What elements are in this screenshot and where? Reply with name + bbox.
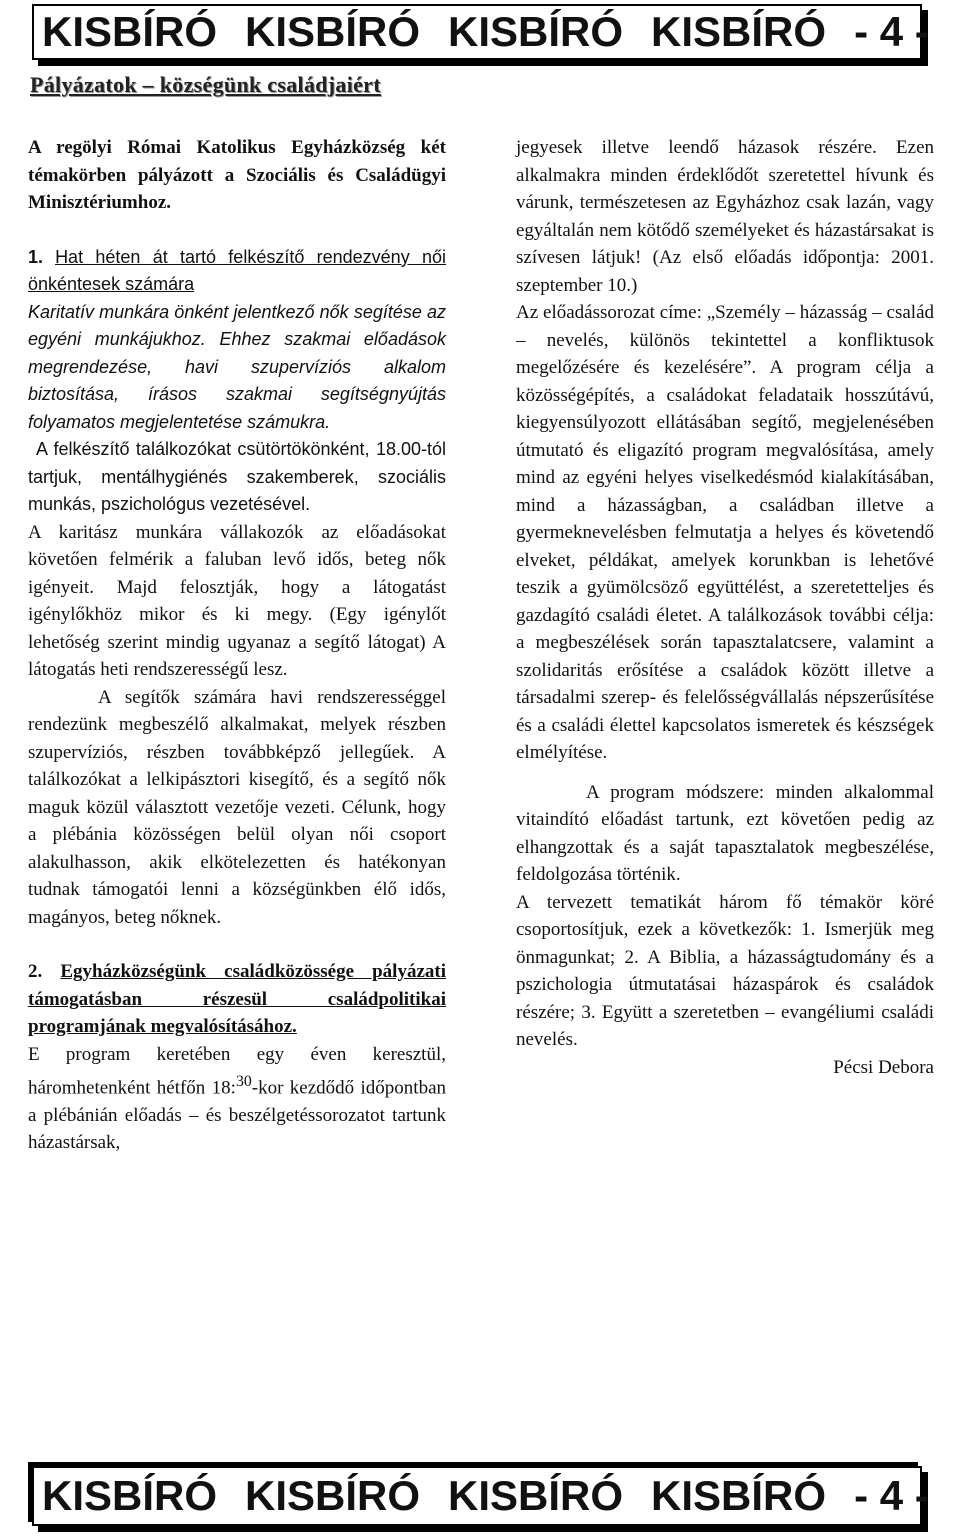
item2-body-end: -kor kezdődő időpontban a plébánián előadás – és beszélgetéssorozatot tartunk házastársak,	[28, 1077, 446, 1154]
item1-title: Hat héten át tartó felkészítő rendezvény női önkéntesek számára	[28, 246, 447, 294]
right-paragraph-4: A tervezett tematikát három fő témakör köré csoportosítjuk, ezek a következők: 1. Ismerjük meg önmagunkat; 2. A Biblia, a házasságtudomány és a pszichologia útmutatásai házaspárok és családok részére; 3. Együtt a szeretetben – evangéliumi családi nevelés.	[516, 891, 934, 1050]
masthead-word: KISBÍRÓ	[651, 1472, 827, 1519]
right-paragraph-3: A program módszere: minden alkalommal vitaindító előadást tartunk, ezt követően pedig az elhangzottak és a saját tapasztalatok megbeszélése, feldolgozása történik.	[516, 781, 934, 885]
item2-title: Egyházközségünk családközössége pályázati támogatásban részesül családpolitikai programjának megvalósításához.	[28, 961, 446, 1037]
item1-schedule: A felkészítő találkozókat csütörtökönként, 18.00-tól tartjuk, mentálhygiénés szakemberek, szociális munkás, pszichológus vezetésével.	[28, 439, 446, 514]
item1-number: 1.	[28, 246, 44, 267]
right-column	[516, 134, 934, 1081]
masthead-word: KISBÍRÓ	[448, 1472, 624, 1519]
item1-italic-text: Karitatív munkára önként jelentkező nők segítése az egyéni munkájukhoz. Ehhez szakmai előadások megrendezése, havi szupervíziós alkalom biztosítása, írásos szakmai segítségnyújtás folyamatos megjelentetése számukra.	[28, 301, 446, 432]
page-number: - 4 -	[854, 1472, 929, 1519]
header-banner	[32, 4, 929, 60]
right-paragraph-1: jegyesek illetve leendő házasok részére. Ezen alkalmakra minden érdeklődőt szeretettel hívunk és várunk, természetesen az Egyházhoz csak lazán, vagy egyáltalán nem kötődő személyeket és házastársakat is szívesen látjuk! (Az első előadás időpontja: 2001. szeptember 10.)	[516, 137, 934, 296]
item2-number: 2.	[28, 961, 43, 982]
intro-paragraph: A regölyi Római Katolikus Egyházközség két témakörben pályázott a Szociális és Családügyi Minisztériumhoz.	[28, 137, 446, 213]
page-number: - 4 -	[854, 8, 929, 55]
masthead-word: KISBÍRÓ	[245, 1472, 421, 1519]
masthead-word: KISBÍRÓ	[42, 8, 218, 55]
item2-body	[28, 1041, 446, 1157]
masthead-word: KISBÍRÓ	[245, 8, 421, 55]
right-paragraph-2: Az előadássorozat címe: „Személy – házasság – család – nevelés, különös tekintettel a konfliktusok megelőzésére és kezelésére”. A program célja a közösségépítés, a családokat feladataik hosszútávú, kiegyensúlyozott ellátásában segítő, megjelenésében útmutató és eligazító program megvalósítása, amely mind az egyéni helyes viselkedésmód kialakításában, mind a házasságban, a családban illetve a gyermeknevelésben felmutatja a helyes és követendő elveket, példákat, amelyek korunkban is lehetővé teszik a gyümölcsöző együttélést, a szeretetteljes és gazdagító családi életet. A találkozások további célja: a megbeszélések során tapasztalatcsere, valamint a szolidaritás erősítése a családok között illetve a társadalmi szerep- és felelősségvállalás népszerűsítése és a családi élettel kapcsolatos ismeretek és készségek elmélyítése.	[516, 302, 934, 763]
item2-body-start: E program keretében egy éven keresztül, háromhetenként hétfőn 18:	[28, 1043, 446, 1099]
item1-heading	[28, 244, 446, 299]
masthead-word: KISBÍRÓ	[651, 8, 827, 55]
item1-body-2: A segítők számára havi rendszerességgel rendezünk megbeszélő alkalmakat, melyek részben szupervíziós, részben továbbképző jellegűek. A találkozókat a lelkipásztori kisegítő, és a segítő nők maguk közül választott vezetője vezeti. Célunk, hogy a plébánia közösségen belül olyan női csoport alakulhasson, akik elkötelezetten és hatékonyan tudnak támogatói lenni a községünkben élő idős, magányos, beteg nőknek.	[28, 686, 446, 928]
masthead-word: KISBÍRÓ	[42, 1472, 218, 1519]
item2-heading	[28, 958, 446, 1041]
item1-body: A karitász munkára vállakozók az előadásokat követően felmérik a faluban levő idős, beteg nők igényeit. Majd felosztják, hogy a látogatást igénylőkhöz mikor és ki megy. (Egy igénylőt lehetőség szerint mindig ugyanaz a segítő látogat) A látogatás heti rendszerességű lesz.	[28, 521, 446, 680]
footer-banner	[32, 1466, 929, 1526]
masthead-word: KISBÍRÓ	[448, 8, 624, 55]
time-superscript: 30	[235, 1073, 252, 1090]
left-column	[28, 134, 446, 1157]
signature: Pécsi Debora	[833, 1056, 934, 1078]
section-title: Pályázatok – községünk családjaiért	[30, 72, 381, 97]
